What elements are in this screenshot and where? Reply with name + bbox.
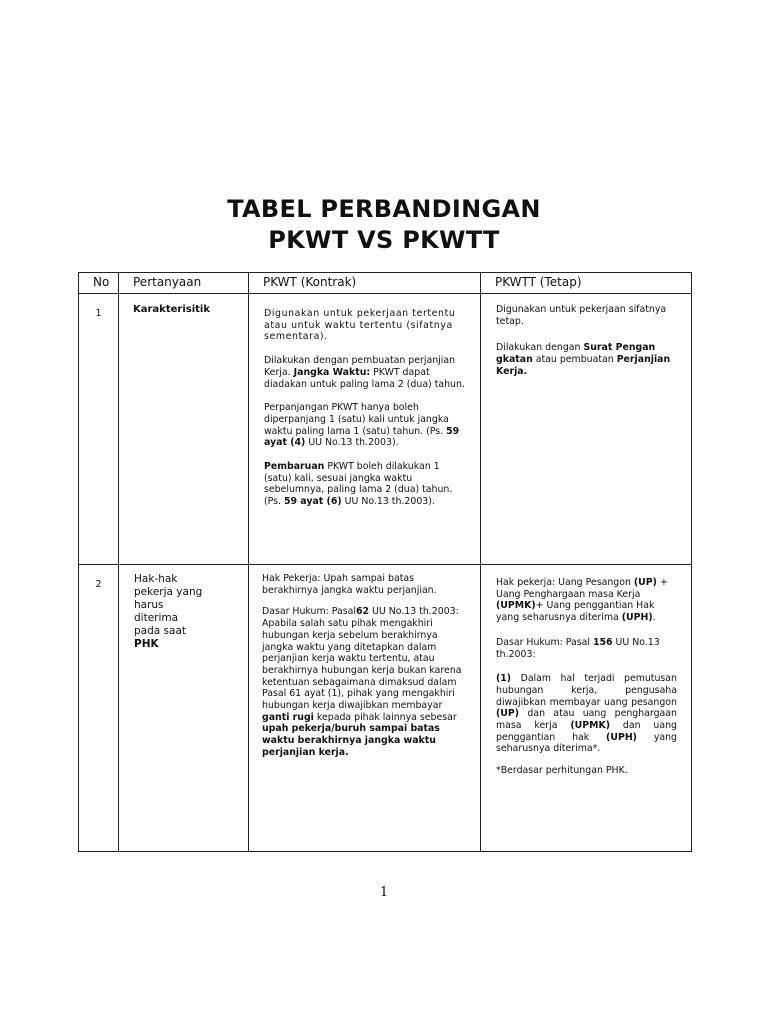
header-question: Pertanyaan xyxy=(119,273,249,294)
row-pkwtt-cell xyxy=(481,294,692,565)
row-number: 1 xyxy=(79,294,119,565)
pkwt-definition: Digunakan untuk pekerjaan tertentu atau untuk waktu tertentu (sifatnya sementara). xyxy=(264,308,456,343)
header-pkwt: PKWT (Kontrak) xyxy=(249,273,481,294)
pkwtt-method: Dilakukan dengan Surat Pengan gkatan atau pembuatan Perjanjian Kerja. xyxy=(496,342,671,377)
row-pkwt-cell xyxy=(249,565,481,852)
row-question: Hak-hak pekerja yang harus diterima pada saat PHK xyxy=(119,565,249,852)
pkwt-legal-basis: Dasar Hukum: Pasal62 UU No.13 th.2003: xyxy=(262,606,459,618)
pkwt-extension: Perpanjangan PKWT hanya boleh diperpanjang 1 (satu) kali untuk jangka waktu paling lama 1 (satu) tahun. (Ps. 59 ayat (4) UU No.13 th.2003). xyxy=(264,402,460,449)
document-title xyxy=(0,194,768,256)
row-number: 2 xyxy=(79,565,119,852)
title-line-1: TABEL PERBANDINGAN xyxy=(227,195,541,223)
pkwtt-legal-basis: Dasar Hukum: Pasal 156 UU No.13 th.2003: xyxy=(496,636,660,660)
row-question: Karakterisitik xyxy=(119,294,249,565)
row-pkwt-cell xyxy=(249,294,481,565)
pkwt-renewal: Pembaruan PKWT boleh dilakukan 1 (satu) kali, sesuai jangka waktu sebelumnya, paling lama 2 (dua) tahun.(Ps. 59 ayat (6) UU No.13 th.2003). xyxy=(264,461,453,508)
title-line-2: PKWT VS PKWTT xyxy=(268,226,500,254)
table-header-row xyxy=(79,273,692,294)
pkwtt-definition: Digunakan untuk pekerjaan sifatnya tetap. xyxy=(496,304,667,327)
pkwt-rights: Hak Pekerja: Upah sampai batas berakhirnya jangka waktu perjanjian. xyxy=(262,573,437,596)
header-no: No xyxy=(79,273,119,294)
pkwtt-footnote: *Berdasar perhitungan PHK. xyxy=(496,765,628,777)
table-row xyxy=(79,294,692,565)
row-pkwtt-cell xyxy=(481,565,692,852)
header-pkwtt: PKWTT (Tetap) xyxy=(481,273,692,294)
pkwtt-legal-text: (1) Dalam hal terjadi pemutusan hubungan kerja, pengusaha diwajibkan membayar uang pesangon (UP) dan atau uang penghargaan masa kerja (UPMK) dan uang penggantian hak (UPH) yang seharusnya diterima*. xyxy=(496,673,678,755)
pkwt-legal-text: Apabila salah satu pihak mengakhiri hubungan kerja sebelum berakhirnya jangka waktu yang ditetapkan dalam perjanjian kerja waktu tertentu, atau berakhirnya hubungan kerja bukan karena ketentuan sebagaimana dimaksud dalam Pasal 61 ayat (1), pihak yang mengakhiri hubungan kerja diwajibkan membayar ganti rugi kepada pihak lainnya sebesar upah pekerja/buruh sampai batas waktu berakhirnya jangka waktu perjanjian kerja. xyxy=(262,618,462,758)
pkwtt-rights: Hak pekerja: Uang Pesangon (UP) + Uang Penghargaan masa Kerja (UPMK)+ Uang penggantian Hak yang seharusnya diterima (UPH). xyxy=(496,577,668,624)
pkwt-duration: Dilakukan dengan pembuatan perjanjian Kerja. Jangka Waktu: PKWT dapat diadakan untuk paling lama 2 (dua) tahun. xyxy=(264,355,465,390)
comparison-table xyxy=(78,272,692,852)
table-row xyxy=(79,565,692,852)
page-number: 1 xyxy=(379,885,389,900)
